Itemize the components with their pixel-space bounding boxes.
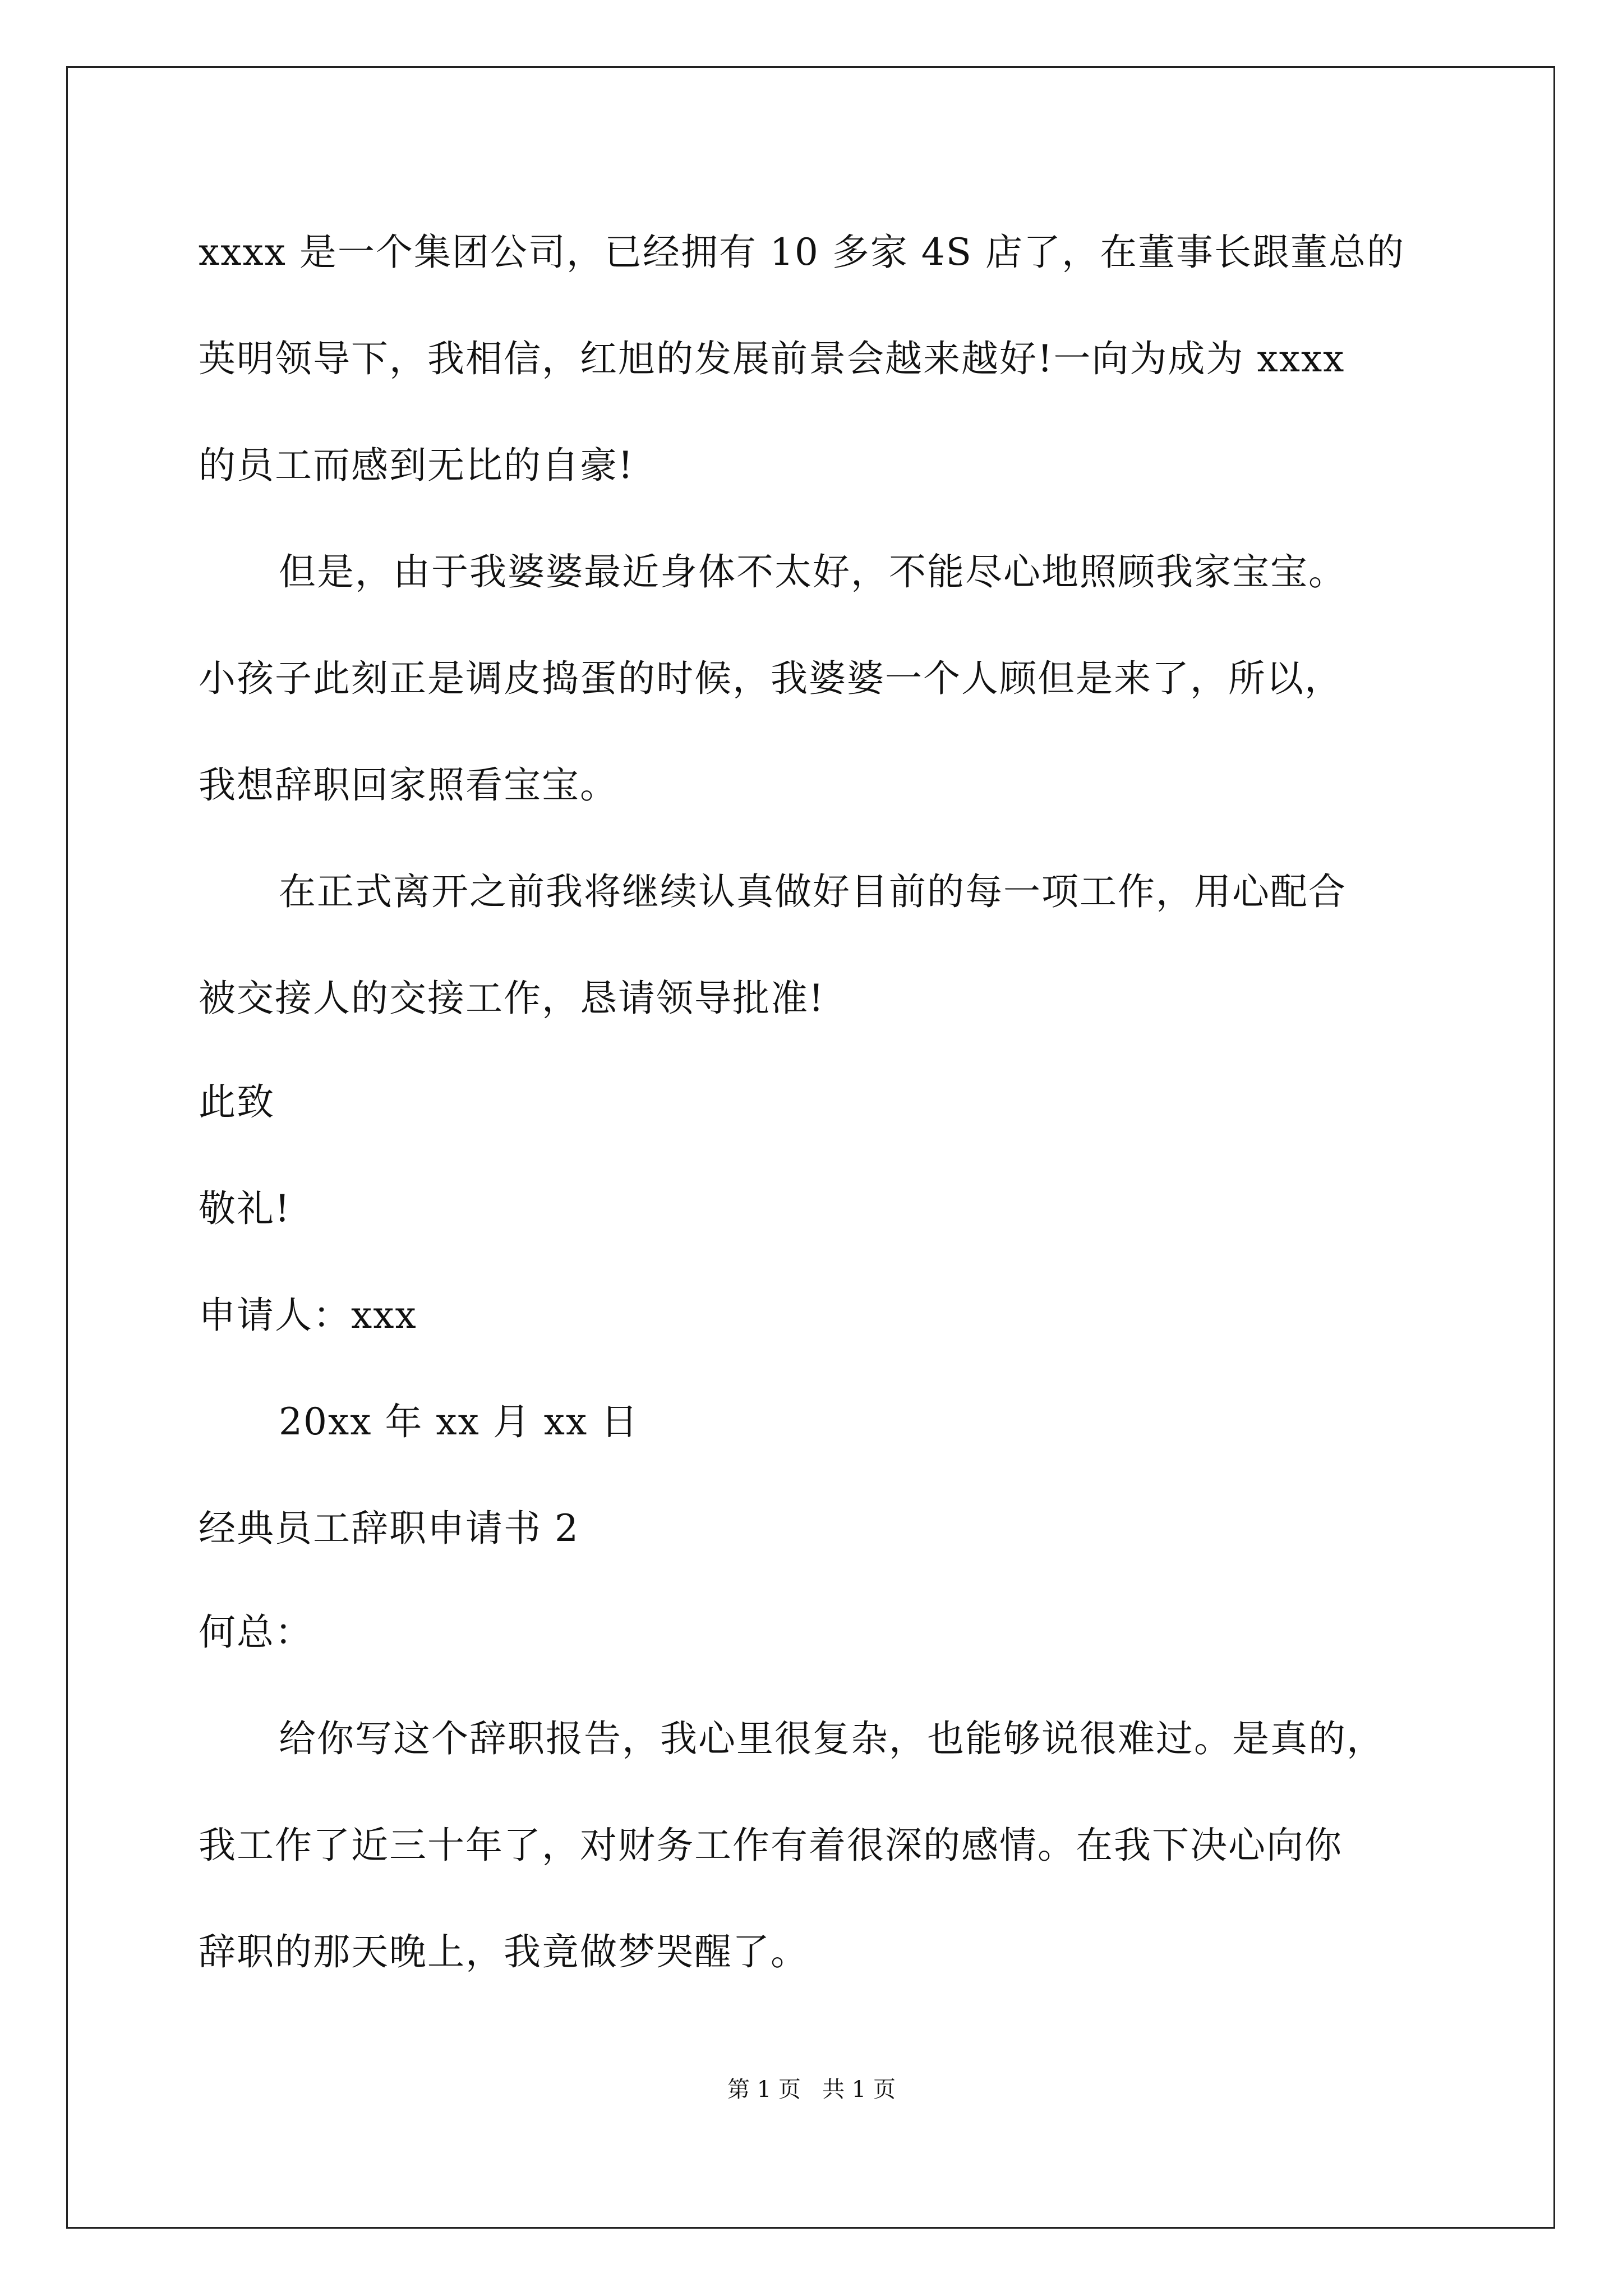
applicant-line: 申请人：xxx <box>199 1294 417 1337</box>
page-footer: 第 1 页 共 1 页 <box>727 2077 896 2102</box>
date-line: 20xx 年 xx 月 xx 日 <box>279 1400 639 1443</box>
body-line-4: 但是，由于我婆婆最近身体不太好，不能尽心地照顾我家宝宝。 <box>279 550 1347 593</box>
section-title: 经典员工辞职申请书 2 <box>199 1507 579 1550</box>
body-line-7: 在正式离开之前我将继续认真做好目前的每一项工作，用心配合 <box>279 870 1347 913</box>
closing-salutation: 此致 <box>199 1080 275 1124</box>
body-line-8: 被交接人的交接工作，恳请领导批准! <box>199 977 825 1020</box>
addressee: 何总： <box>199 1611 313 1654</box>
body-line-6: 我想辞职回家照看宝宝。 <box>199 763 618 807</box>
body-line-2: 英明领导下，我相信，红旭的发展前景会越来越好!一向为成为 xxxx <box>199 337 1345 380</box>
closing-respect: 敬礼! <box>199 1187 291 1230</box>
page-border <box>66 66 1555 2229</box>
body-line-11: 辞职的那天晚上，我竟做梦哭醒了。 <box>199 1930 809 1973</box>
body-line-3: 的员工而感到无比的自豪! <box>199 444 634 487</box>
body-line-10: 我工作了近三十年了，对财务工作有着很深的感情。在我下决心向你 <box>199 1824 1343 1867</box>
body-line-1: xxxx 是一个集团公司，已经拥有 10 多家 4S 店了，在董事长跟董总的 <box>199 231 1405 274</box>
body-line-5: 小孩子此刻正是调皮捣蛋的时候，我婆婆一个人顾但是来了，所以， <box>199 657 1343 700</box>
body-line-9: 给你写这个辞职报告，我心里很复杂，也能够说很难过。是真的， <box>279 1717 1385 1760</box>
